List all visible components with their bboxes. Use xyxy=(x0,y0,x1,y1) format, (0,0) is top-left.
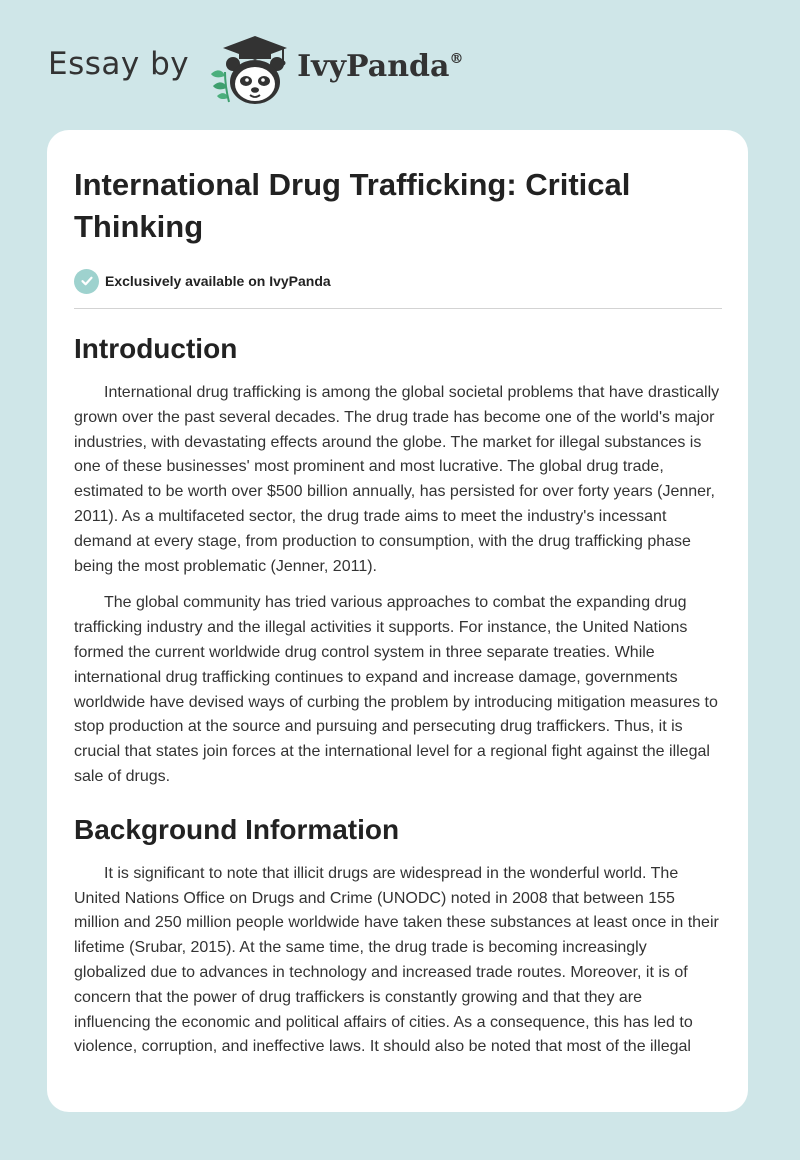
paragraph: The global community has tried various approaches to combat the expanding drug trafficking industry and the illegal activities it supports. For instance, the United Nations formed the current worldwide drug control system in three separate treaties. While international drug trafficking continues to expand and increase damage, governments worldwide have devised ways of curbing the problem by introducing mitigation measures to stop production at the source and pursuing and persecuting drug traffickers. Thus, it is crucial that states join forces at the international level for a regional fight against the illegal sale of drugs. xyxy=(74,594,718,785)
exclusive-badge xyxy=(74,268,722,294)
section-heading-background: Background Information xyxy=(74,813,400,845)
paragraph: International drug trafficking is among the global societal problems that have drastically grown over the past several decades. The drug trade has become one of the world's major industries, with devastating effects around the globe. The market for illegal substances is one of these businesses' most prominent and most lucrative. The global drug trade, estimated to be worth over $500 billion annually, has persisted for over forty years (Jenner, 2011). As a multifaceted sector, the drug trade aims to meet the industry's incessant demand at every stage, from production to consumption, with the drug trafficking phase being the most problematic (Jenner, 2011). xyxy=(74,384,720,575)
section-heading-introduction: Introduction xyxy=(74,333,238,364)
site-header xyxy=(48,30,748,110)
exclusive-text: Exclusively available on IvyPanda xyxy=(105,273,331,289)
ivypanda-logo-icon xyxy=(203,32,291,108)
title-divider xyxy=(74,308,722,309)
essay-card xyxy=(47,130,748,1112)
paragraph: It is significant to note that illicit drugs are widespread in the wonderful world. The United Nations Office on Drugs and Crime (UNODC) noted in 2008 that between 155 million and 250 million people worldwide have taken these substances at least once in their lifetime (Srubar, 2015). At the same time, the drug trade is becoming increasingly globalized due to advances in technology and increased trade routes. Moreover, it is of concern that the power of drug traffickers is constantly growing and that they are influencing the economic and political affairs of cities. As a consequence, this has led to violence, corruption, and ineffective laws. It should also be noted that most of the illegal xyxy=(74,864,719,1056)
brand-name: IvyPanda® xyxy=(297,48,464,84)
check-icon xyxy=(74,269,99,294)
essay-by-label: Essay by xyxy=(48,46,190,82)
registered-mark: ® xyxy=(449,50,464,67)
page-title: International Drug Trafficking: Critical Thinking xyxy=(74,167,631,244)
